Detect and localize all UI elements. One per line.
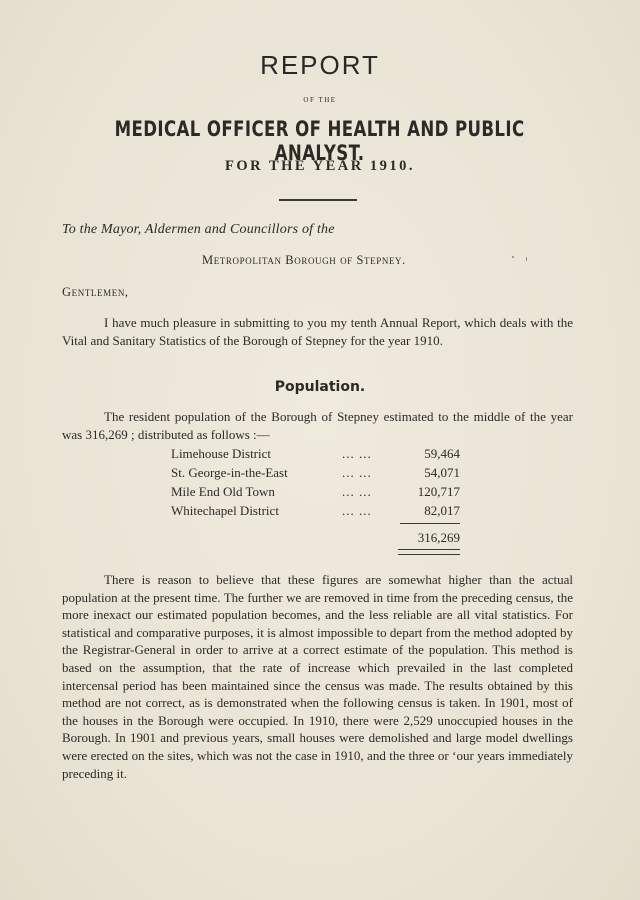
total-population: 316,269 bbox=[417, 530, 460, 545]
section-heading: Population. bbox=[274, 379, 366, 395]
district-population: 120,717 bbox=[417, 484, 460, 499]
report-title: REPORT bbox=[260, 50, 380, 80]
district-population: 54,071 bbox=[424, 465, 460, 480]
leader-dots: ... ... bbox=[342, 484, 372, 499]
leader-dots: ... ... bbox=[342, 503, 372, 518]
address-line: To the Mayor, Aldermen and Councillors of the bbox=[62, 222, 335, 237]
salutation: Gentlemen, bbox=[62, 285, 129, 299]
district-population: 59,464 bbox=[424, 446, 460, 461]
district-row bbox=[171, 484, 461, 502]
of-the-line: OF THE bbox=[303, 96, 337, 104]
total-double-rule bbox=[398, 549, 460, 555]
year-line: FOR THE YEAR 1910. bbox=[224, 158, 415, 174]
borough-line: Metropolitan Borough of Stepney. bbox=[202, 253, 406, 267]
district-row bbox=[171, 446, 461, 464]
paper-speck bbox=[526, 257, 527, 261]
sum-rule bbox=[400, 523, 460, 524]
leader-dots: ... ... bbox=[342, 446, 372, 461]
district-row bbox=[171, 465, 461, 483]
district-population: 82,017 bbox=[424, 503, 460, 518]
district-row bbox=[171, 503, 461, 521]
district-name: Mile End Old Town bbox=[171, 484, 275, 499]
title-divider bbox=[279, 199, 357, 201]
paper-speck bbox=[512, 256, 514, 258]
analysis-paragraph: There is reason to believe that these figures are somewhat higher than the actual population at the present time. The further we are removed in time from the preceding census, the more inexact our estimated population becomes, and the less reliable are all vital statistics. For statistical and comparative purposes, it is almost impossible to depart from the method adopted by the Registrar-General in order to arrive at a correct estimate of the population. This method is based on the assumption, that the rate of increase which prevailed in the last completed intercensal period has been maintained since the census was made. The results obtained by this method are not correct, as is demonstrated when the following census is taken. In 1901, most of the houses in the Borough were occupied. In 1910, there were 2,529 unoccupied houses in the Borough. In 1901 and previous years, small houses were demolished and large model dwellings were erected on the sites, which was not the case in 1910, and the three or ‘our years immediately preceding it. bbox=[62, 572, 573, 781]
district-name: St. George-in-the-East bbox=[171, 465, 288, 480]
population-paragraph: The resident population of the Borough of Stepney estimated to the middle of the year was 316,269 ; distributed as follows :— bbox=[62, 409, 573, 442]
intro-paragraph: I have much pleasure in submitting to you my tenth Annual Report, which deals with the Vital and Sanitary Statistics of the Borough of Stepney for the year 1910. bbox=[62, 315, 573, 348]
district-name: Whitechapel District bbox=[171, 503, 279, 518]
leader-dots: ... ... bbox=[342, 465, 372, 480]
main-title: MEDICAL OFFICER OF HEALTH AND PUBLIC ANALYST. bbox=[114, 117, 525, 165]
district-name: Limehouse District bbox=[171, 446, 272, 461]
